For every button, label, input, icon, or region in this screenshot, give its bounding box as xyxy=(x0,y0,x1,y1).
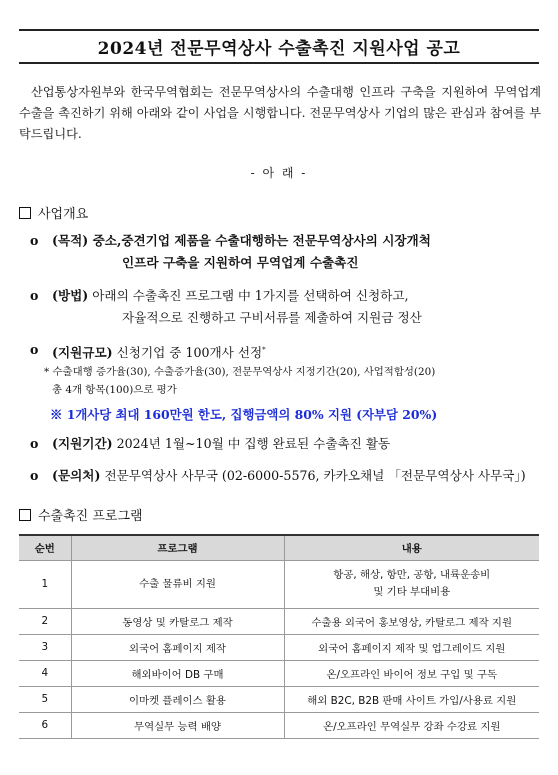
circle-bullet-icon: o xyxy=(30,342,39,357)
evaluation-note xyxy=(44,363,544,399)
row-number: 6 xyxy=(19,712,71,738)
section-program-heading xyxy=(19,505,143,524)
section-overview-label: 사업개요 xyxy=(38,207,89,222)
item-purpose-text1: 중소,중견기업 제품을 수출대행하는 전문무역상사의 시장개척 xyxy=(92,233,431,248)
item-scale-tag: (지원규모) xyxy=(52,345,113,361)
row-program: 외국어 홈페이지 제작 xyxy=(71,634,284,660)
table-row xyxy=(19,608,539,634)
table-row xyxy=(19,660,539,686)
item-scale-sup: * xyxy=(262,346,266,354)
row-content: 수출용 외국어 홍보영상, 카탈로그 제작 지원 xyxy=(284,608,539,634)
circle-bullet-icon: o xyxy=(30,468,39,483)
program-table xyxy=(19,534,539,739)
item-contact xyxy=(30,465,542,487)
item-method-tag: (방법) xyxy=(52,288,89,303)
row-number: 2 xyxy=(19,608,71,634)
column-header-no: 순번 xyxy=(19,535,71,560)
row-number: 1 xyxy=(19,560,71,608)
item-method xyxy=(30,285,542,329)
checkbox-square-icon xyxy=(19,509,31,521)
row-program: 수출 물류비 지원 xyxy=(71,560,284,608)
evaluation-note-line2: 총 4개 항목(100)으로 평가 xyxy=(52,384,177,396)
circle-bullet-icon: o xyxy=(30,233,39,248)
intro-section xyxy=(19,82,541,145)
item-period xyxy=(30,433,542,455)
table-row xyxy=(19,712,539,738)
row-number: 4 xyxy=(19,660,71,686)
item-period-tag: (지원기간) xyxy=(52,436,113,451)
section-program-label: 수출촉진 프로그램 xyxy=(38,509,143,524)
row-content: 온/오프라인 바이어 정보 구입 및 구독 xyxy=(284,660,539,686)
column-header-program: 프로그램 xyxy=(71,535,284,560)
row-number: 3 xyxy=(19,634,71,660)
item-purpose-text2: 인프라 구축을 지원하여 무역업계 수출촉진 xyxy=(122,255,359,270)
row-number: 5 xyxy=(19,686,71,712)
row-program: 이마켓 플레이스 활용 xyxy=(71,686,284,712)
row-program: 해외바이어 DB 구매 xyxy=(71,660,284,686)
item-purpose xyxy=(30,230,542,274)
row-program: 동영상 및 카탈로그 제작 xyxy=(71,608,284,634)
circle-bullet-icon: o xyxy=(30,436,39,451)
support-limit-highlight: ※ 1개사당 최대 160만원 한도, 집행금액의 80% 지원 (자부담 20%) xyxy=(50,407,438,422)
checkbox-square-icon xyxy=(19,207,31,219)
row-content: 해외 B2C, B2B 판매 사이트 가입/사용료 지원 xyxy=(284,686,539,712)
evaluation-note-line1: * 수출대행 증가율(30), 수출증가율(30), 전문무역상사 지정기간(20), 사업적합성(20) xyxy=(44,366,436,378)
item-scale xyxy=(30,339,542,364)
item-method-text1: 아래의 수출촉진 프로그램 中 1가지를 선택하여 신청하고, xyxy=(92,288,409,303)
item-scale-text: 신청기업 중 100개사 선정 xyxy=(116,345,263,361)
item-purpose-tag: (목적) xyxy=(52,233,89,248)
item-contact-text: 전문무역상사 사무국 (02-6000-5576, 카카오채널 「전문무역상사 사무국」) xyxy=(104,468,526,483)
table-row xyxy=(19,560,539,608)
table-row xyxy=(19,634,539,660)
row-content-line2: 및 기타 부대비용 xyxy=(373,586,451,598)
item-period-text: 2024년 1월~10월 中 집행 완료된 수출촉진 활동 xyxy=(116,436,391,451)
table-header-row xyxy=(19,535,539,560)
row-content: 외국어 홈페이지 제작 및 업그레이드 지원 xyxy=(284,634,539,660)
item-contact-tag: (문의처) xyxy=(52,468,101,483)
row-content-line1: 항공, 해상, 항만, 공항, 내륙운송비 xyxy=(333,569,491,581)
column-header-content: 내용 xyxy=(284,535,539,560)
section-overview-heading xyxy=(19,203,88,222)
page-title: 2024년 전문무역상사 수출촉진 지원사업 공고 xyxy=(97,39,461,59)
circle-bullet-icon: o xyxy=(30,288,39,303)
intro-paragraph: 산업통상자원부와 한국무역협회는 전문무역상사의 수출대행 인프라 구축을 지원하여 무역업계 수출을 촉진하기 위해 아래와 같이 사업을 시행합니다. 전문무역상사 기업의 많은 관심과 참여를 부탁드립니다. xyxy=(19,85,541,141)
row-program: 무역실무 능력 배양 xyxy=(71,712,284,738)
item-method-text2: 자율적으로 진행하고 구비서류를 제출하여 지원금 정산 xyxy=(122,310,422,325)
arae-divider: - 아 래 - xyxy=(250,166,308,180)
page-title-box xyxy=(19,29,539,64)
table-row xyxy=(19,686,539,712)
row-content: 온/오프라인 무역실무 강좌 수강료 지원 xyxy=(284,712,539,738)
row-content xyxy=(284,560,539,608)
